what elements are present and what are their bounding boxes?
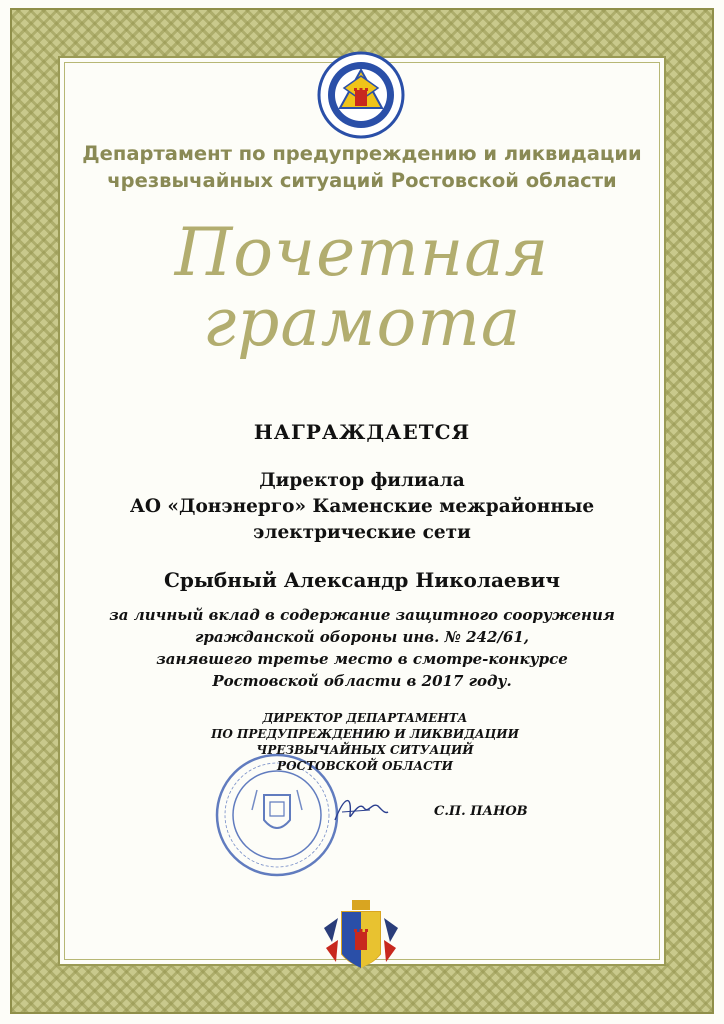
position-line-1: Директор филиала xyxy=(259,470,465,491)
signer-title xyxy=(200,710,530,774)
award-reason xyxy=(58,604,666,692)
signer-title-line-3: ЧРЕЗВЫЧАЙНЫХ СИТУАЦИЙ xyxy=(256,743,474,757)
reason-line-4: Ростовской области в 2017 году. xyxy=(212,672,512,690)
recipient-position xyxy=(58,468,666,546)
position-line-3: электрические сети xyxy=(253,522,471,543)
award-heading: НАГРАЖДАЕТСЯ xyxy=(253,420,471,444)
recipient-name: Срыбный Александр Николаевич xyxy=(163,568,561,592)
department-line-1: Департамент по предупреждению и ликвидации xyxy=(82,142,642,165)
handwritten-signature-icon xyxy=(330,790,390,830)
certificate-title-line-2: грамота xyxy=(202,284,522,361)
signer-title-line-2: ПО ПРЕДУПРЕЖДЕНИЮ И ЛИКВИДАЦИИ xyxy=(211,727,519,741)
reason-line-2: гражданской обороны инв. № 242/61, xyxy=(194,628,530,646)
reason-line-3: занявшего третье место в смотре-конкурсе xyxy=(156,650,568,668)
certificate-title-line-1: Почетная xyxy=(174,214,550,291)
department-line-2: чрезвычайных ситуаций Ростовской области xyxy=(107,169,617,192)
signer-title-line-4: РОСТОВСКОЙ ОБЛАСТИ xyxy=(277,759,453,773)
reason-line-1: за личный вклад в содержание защитного сооружения xyxy=(109,606,615,624)
position-line-2: АО «Донэнерго» Каменские межрайонные xyxy=(129,496,595,517)
signer-title-line-1: ДИРЕКТОР ДЕПАРТАМЕНТА xyxy=(262,711,468,725)
rostov-coat-of-arms-icon xyxy=(318,898,404,984)
department-name xyxy=(58,140,666,194)
signer-name: С.П. ПАНОВ xyxy=(434,804,528,819)
emergency-service-emblem-icon xyxy=(316,50,406,140)
